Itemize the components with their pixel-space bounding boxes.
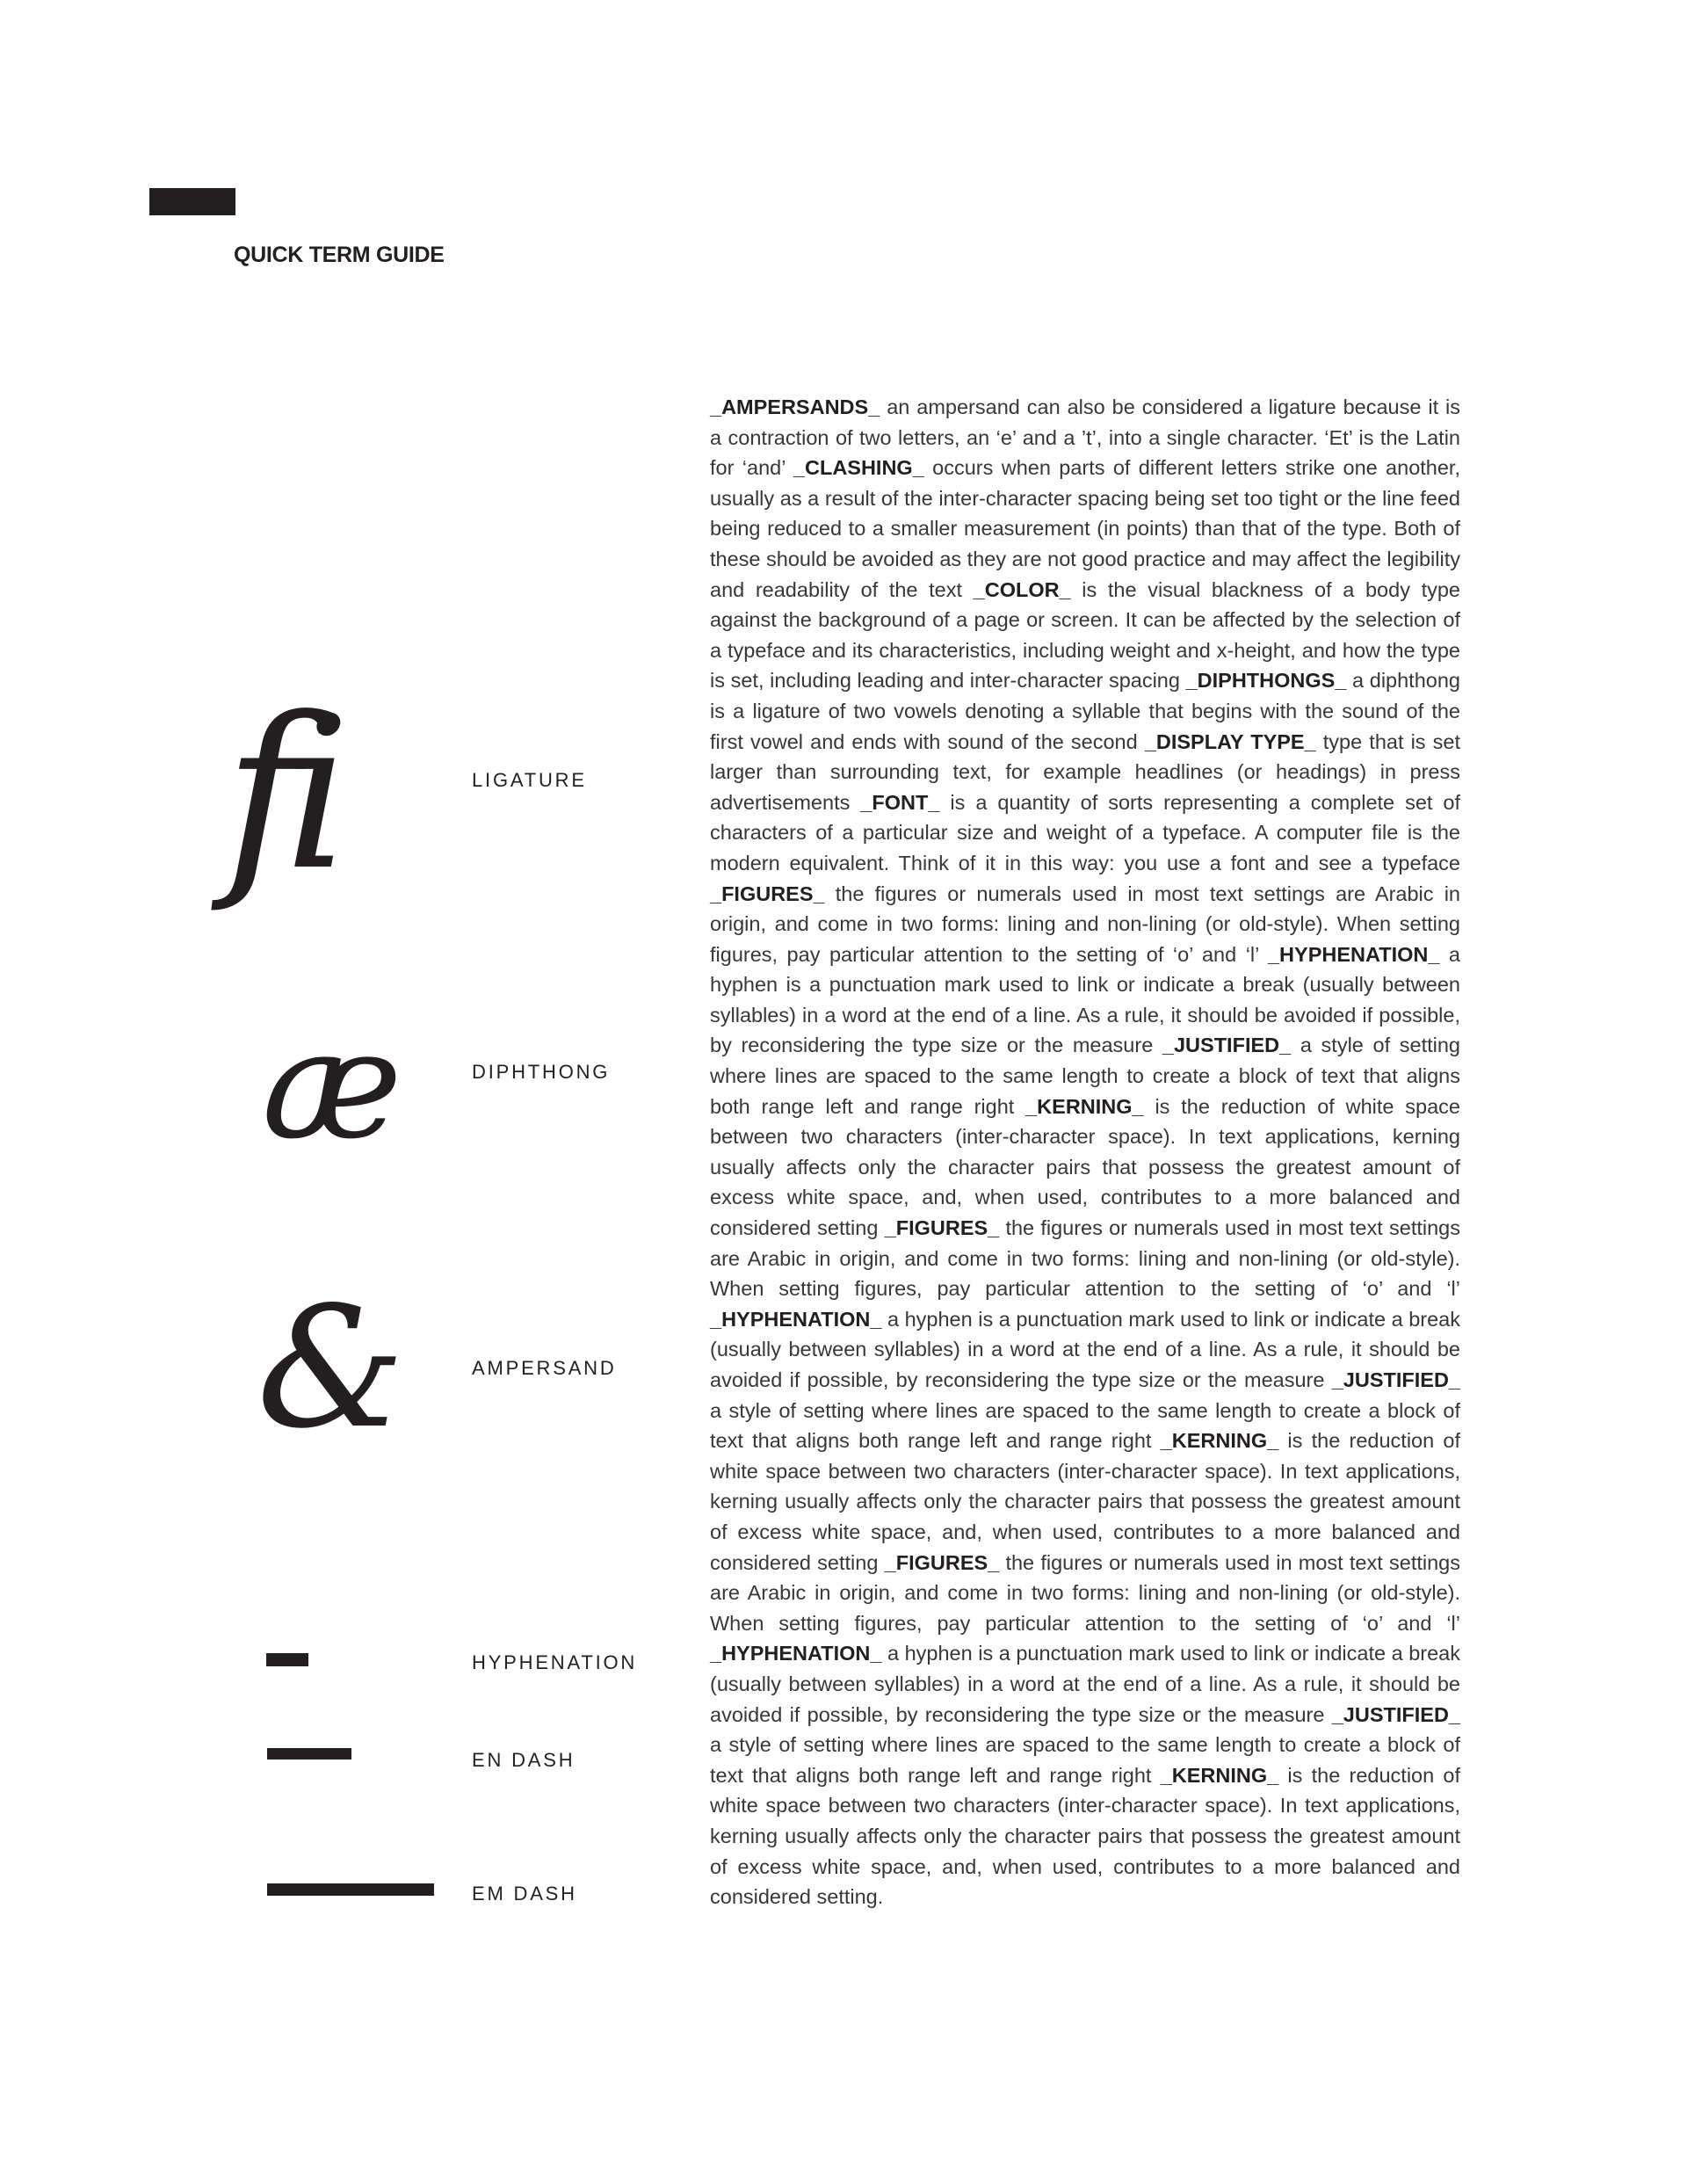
ampersand-glyph: & xyxy=(257,1271,406,1465)
page-title: QUICK TERM GUIDE xyxy=(234,243,445,267)
glossary-definition: a style of setting where lines are spaced to the same length to create a block of text that aligns both range left and range right xyxy=(710,1034,1460,1118)
glossary-paragraph xyxy=(710,392,1460,1912)
label-hyphenation: HYPHENATION xyxy=(472,1651,638,1673)
hyphen-mark xyxy=(266,1653,308,1666)
diphthong-glyph: æ xyxy=(262,998,402,1172)
glossary-term: _COLOR_ xyxy=(973,577,1071,601)
glossary-term: _JUSTIFIED_ xyxy=(1331,1368,1460,1391)
glossary-term: _KERNING_ xyxy=(1025,1094,1144,1118)
glossary-definition: an ampersand can also be considered a ligature because it is a contraction of two letters, an ‘e’ and a ’t’, into a single character. ‘Et’ is the Latin for ‘and’ xyxy=(710,395,1460,480)
glossary-term: _JUSTIFIED_ xyxy=(1331,1702,1460,1726)
ligature-glyph: fi xyxy=(224,673,334,917)
label-ligature: LIGATURE xyxy=(472,769,587,791)
glossary-definition: a style of setting where lines are spaced to the same length to create a block of text that aligns both range left and range right xyxy=(710,1733,1460,1787)
label-em-dash: EM DASH xyxy=(472,1883,577,1905)
glossary-term: _JUSTIFIED_ xyxy=(1162,1034,1292,1057)
glossary-definition: the figures or numerals used in most text settings are Arabic in origin, and come in two forms: lining and non-lining (or old-style). When setting figures, pay particular attention to the setting of ‘o’ and ‘l’ xyxy=(710,1216,1460,1301)
glossary-term: _FIGURES_ xyxy=(710,882,825,905)
glossary-term: _KERNING_ xyxy=(1160,1763,1279,1787)
glossary-term: _FIGURES_ xyxy=(884,1550,1000,1574)
glossary-definition: type that is set larger than surrounding text, for example headlines (or headings) in press advertisements xyxy=(710,729,1460,814)
en-dash-mark xyxy=(267,1748,351,1760)
glossary-definition: a hyphen is a punctuation mark used to link or indicate a break (usually between syllables) in a word at the end of a line. As a rule, it should be avoided if possible, by reconsidering the type size or the measure xyxy=(710,942,1460,1057)
glossary-definition: the figures or numerals used in most text settings are Arabic in origin, and come in two forms: lining and non-lining (or old-style). When setting figures, pay particular attention to the setting of ‘o’ and ‘l’ xyxy=(710,882,1460,966)
glossary-definition: occurs when parts of different letters strike one another, usually as a result of the inter-character spacing being set too tight or the line feed being reduced to a smaller measurement (in points) than that of the type. Both of these should be avoided as they are not good practice and may affect the legibility and readability of the text xyxy=(710,456,1460,601)
glossary-definition: is the reduction of white space between two characters (inter-character space). In text applications, kerning usually affects only the character pairs that possess the greatest amount of excess white space, and, when used, contributes to a more balanced and considered setting xyxy=(710,1094,1460,1240)
header-bar xyxy=(149,188,235,215)
glossary-definition: a diphthong is a ligature of two vowels denoting a syllable that begins with the sound of the first vowel and ends with sound of the second xyxy=(710,669,1460,753)
glossary-definition: is the reduction of white space between two characters (inter-character space). In text applications, kerning usually affects only the character pairs that possess the greatest amount of excess white space, and, when used, contributes to a more balanced and considered setting xyxy=(710,1429,1460,1574)
label-en-dash: EN DASH xyxy=(472,1749,576,1771)
glossary-definition: is a quantity of sorts representing a complete set of characters of a particular size and weight of a typeface. A computer file is the modern equivalent. Think of it in this way: you use a font and see a typeface xyxy=(710,790,1460,874)
glossary-term: _CLASHING_ xyxy=(793,456,924,480)
glossary-definition: the figures or numerals used in most text settings are Arabic in origin, and come in two forms: lining and non-lining (or old-style). When setting figures, pay particular attention to the setting of ‘o’ and ‘l’ xyxy=(710,1550,1460,1635)
glossary-definition: is the visual blackness of a body type against the background of a page or screen. It can be affected by the selection of a typeface and its characteristics, including weight and x-height, and how the type is set, including leading and inter-character spacing xyxy=(710,577,1460,693)
glossary-term: _FIGURES_ xyxy=(884,1216,1000,1240)
em-dash-mark xyxy=(267,1883,434,1896)
glossary-definition: a style of setting where lines are spaced to the same length to create a block of text that aligns both range left and range right xyxy=(710,1398,1460,1453)
glossary-definition: a hyphen is a punctuation mark used to link or indicate a break (usually between syllables) in a word at the end of a line. As a rule, it should be avoided if possible, by reconsidering the type size or the measure xyxy=(710,1642,1460,1726)
glossary-term: _HYPHENATION_ xyxy=(710,1307,882,1331)
label-ampersand: AMPERSAND xyxy=(472,1357,617,1379)
glossary-term: _DIPHTHONGS_ xyxy=(1185,669,1347,693)
glossary-term: _KERNING_ xyxy=(1160,1429,1279,1453)
glossary-definition: is the reduction of white space between two characters (inter-character space). In text applications, kerning usually affects only the character pairs that possess the greatest amount of excess white space, and, when used, contributes to a more balanced and considered setting. xyxy=(710,1763,1460,1909)
glossary-term: _HYPHENATION_ xyxy=(1267,942,1440,966)
label-diphthong: DIPHTHONG xyxy=(472,1061,611,1083)
glossary-term: _HYPHENATION_ xyxy=(710,1642,882,1665)
glossary-term: _AMPERSANDS_ xyxy=(710,395,880,418)
glossary-term: _DISPLAY TYPE_ xyxy=(1144,729,1316,753)
glossary-term: _FONT_ xyxy=(860,790,940,814)
glossary-definition: a hyphen is a punctuation mark used to link or indicate a break (usually between syllables) in a word at the end of a line. As a rule, it should be avoided if possible, by reconsidering the type size or the measure xyxy=(710,1307,1460,1391)
